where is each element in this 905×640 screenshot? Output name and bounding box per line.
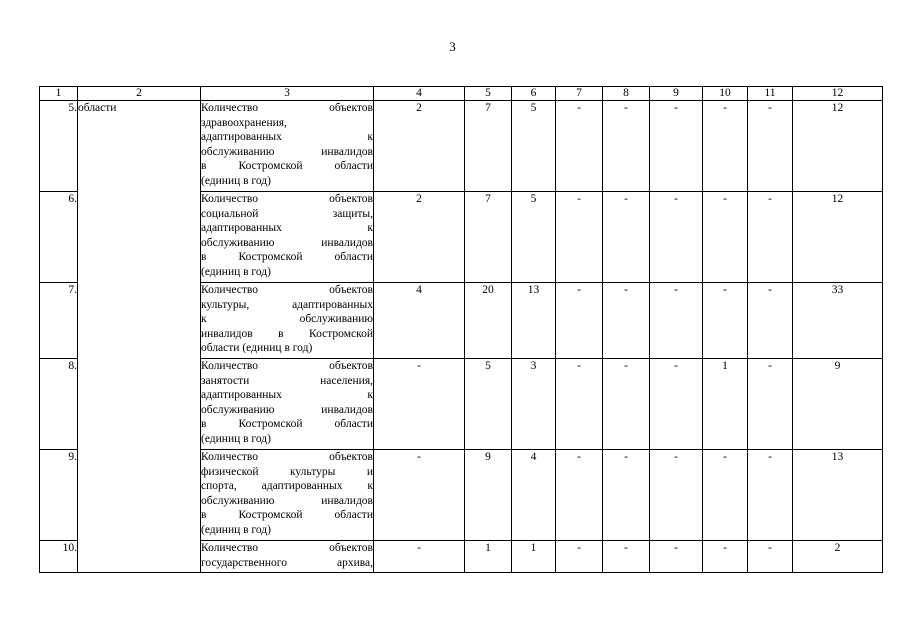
value-cell: - [703,192,748,283]
row-number: 6. [40,192,78,283]
value-cell: - [603,359,650,450]
value-cell: 2 [374,101,465,192]
value-cell: 5 [465,359,512,450]
indicator-table [39,86,883,573]
row-number: 8. [40,359,78,450]
description-line: адаптированных к [201,389,373,401]
value-cell: - [603,283,650,359]
value-cell: - [650,283,703,359]
header-cell: 2 [78,87,201,101]
value-cell: 5 [512,192,556,283]
value-cell: - [374,359,465,450]
page-number: 3 [449,39,456,54]
value-cell: 1 [703,359,748,450]
value-cell: 1 [465,541,512,573]
value-cell: 7 [465,101,512,192]
value-cell: - [650,192,703,283]
description-line: в Костромской области [201,160,373,172]
description-line: социальной защиты, [201,207,373,220]
value-cell: - [556,359,603,450]
description-line: Количество объектов [201,102,373,114]
value-cell: - [650,359,703,450]
value-cell: - [703,450,748,541]
value-cell: - [374,541,465,573]
value-cell: - [556,541,603,573]
description-line: занятости населения, [201,374,373,387]
row-number: 5. [40,101,78,192]
value-cell: - [556,283,603,359]
value-cell: 2 [374,192,465,283]
total-cell: 12 [793,101,883,192]
total-cell: 33 [793,283,883,359]
description-line: области (единиц в год) [201,342,313,354]
description-line: (единиц в год) [201,174,271,187]
value-cell: 4 [374,283,465,359]
description-line: в Костромской области [201,418,373,430]
total-cell: 12 [793,192,883,283]
description-line: (единиц в год) [201,265,271,278]
value-cell: - [748,359,793,450]
description-line: в Костромской области [201,251,373,263]
value-cell: - [650,101,703,192]
description-line: здравоохранения, [201,116,287,129]
row-description [201,541,374,573]
total-cell: 9 [793,359,883,450]
value-cell: - [650,450,703,541]
header-cell: 12 [793,87,883,101]
description-line: (единиц в год) [201,432,271,445]
header-row [40,87,883,101]
description-line: (единиц в год) [201,523,271,536]
description-line: в Костромской области [201,509,373,521]
header-cell: 3 [201,87,374,101]
value-cell: - [556,450,603,541]
value-cell: - [748,450,793,541]
total-cell: 13 [793,450,883,541]
description-line: Количество объектов [201,360,373,372]
description-line: спорта, адаптированных к [201,480,373,492]
value-cell: - [748,541,793,573]
description-line: культуры, адаптированных [201,298,373,311]
description-line: Количество объектов [201,193,373,205]
header-cell: 4 [374,87,465,101]
value-cell: - [748,192,793,283]
description-line: обслуживанию инвалидов [201,236,373,249]
value-cell: 4 [512,450,556,541]
description-line: Количество объектов [201,451,373,463]
header-cell: 5 [465,87,512,101]
header-cell: 10 [703,87,748,101]
header-cell: 1 [40,87,78,101]
value-cell: - [603,192,650,283]
description-line: адаптированных к [201,131,373,143]
value-cell: 1 [512,541,556,573]
description-line: Количество объектов [201,542,373,554]
value-cell: - [603,541,650,573]
row-description [201,283,374,359]
description-line: инвалидов в Костромской [201,327,373,340]
header-cell: 7 [556,87,603,101]
description-line: Количество объектов [201,284,373,296]
row-description [201,192,374,283]
value-cell: - [748,101,793,192]
value-cell: - [703,283,748,359]
header-cell: 6 [512,87,556,101]
description-line: обслуживанию инвалидов [201,494,373,507]
description-line: физической культуры и [201,465,373,478]
header-cell: 9 [650,87,703,101]
value-cell: - [374,450,465,541]
description-line: обслуживанию инвалидов [201,145,373,158]
value-cell: 7 [465,192,512,283]
value-cell: - [703,101,748,192]
value-cell: - [650,541,703,573]
header-cell: 11 [748,87,793,101]
table-row [40,101,883,192]
value-cell: 5 [512,101,556,192]
description-line: государственного архива, [201,556,373,569]
value-cell: - [603,101,650,192]
row-number: 7. [40,283,78,359]
value-cell: 9 [465,450,512,541]
value-cell: - [603,450,650,541]
description-line: к обслуживанию [201,313,373,325]
value-cell: - [556,192,603,283]
header-cell: 8 [603,87,650,101]
value-cell: 13 [512,283,556,359]
row-number: 10. [40,541,78,573]
row-description [201,101,374,192]
description-line: обслуживанию инвалидов [201,403,373,416]
value-cell: 20 [465,283,512,359]
value-cell: 3 [512,359,556,450]
value-cell: - [703,541,748,573]
row-number: 9. [40,450,78,541]
region-cell: области [78,101,201,573]
total-cell: 2 [793,541,883,573]
description-line: адаптированных к [201,222,373,234]
row-description [201,359,374,450]
row-description [201,450,374,541]
value-cell: - [748,283,793,359]
value-cell: - [556,101,603,192]
